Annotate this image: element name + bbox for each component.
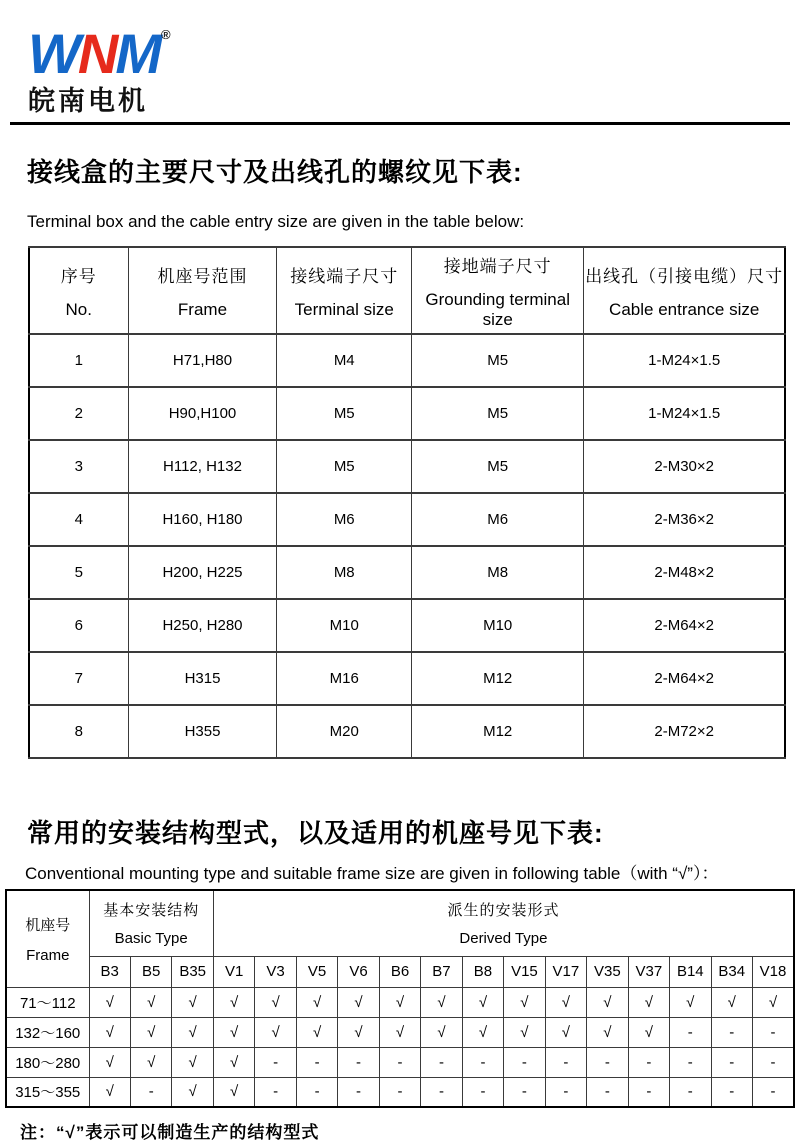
- frame-range-cell: 132～160: [6, 1017, 89, 1047]
- column-header-en: Frame: [177, 299, 228, 319]
- frame-range-cell: 315～355: [6, 1077, 89, 1107]
- check-mark-cell: √: [504, 987, 545, 1017]
- basic-type-group-cell: [89, 890, 213, 956]
- basic-type-cn: 基本安装结构: [103, 902, 200, 920]
- mounting-table-group-row: [6, 890, 794, 956]
- terminal-box-table-cell: H355: [128, 705, 277, 758]
- mounting-table-row: [6, 987, 794, 1017]
- check-mark-cell: √: [213, 987, 254, 1017]
- terminal-box-table-cell: H90,H100: [128, 387, 277, 440]
- mounting-type-column-header: B34: [711, 956, 752, 987]
- dash-cell: -: [379, 1047, 420, 1077]
- terminal-box-table-row: [29, 546, 785, 599]
- terminal-box-table-row: [29, 493, 785, 546]
- check-mark-cell: √: [421, 1017, 462, 1047]
- dash-cell: -: [462, 1047, 503, 1077]
- terminal-box-table-cell: M20: [277, 705, 412, 758]
- logo-letter-w: W: [28, 22, 78, 85]
- page-header: [0, 0, 800, 117]
- column-header-en: Terminal size: [294, 299, 394, 319]
- terminal-box-table-cell: H250, H280: [128, 599, 277, 652]
- terminal-box-table-cell: M4: [277, 334, 412, 387]
- check-mark-cell: √: [172, 1047, 213, 1077]
- check-mark-cell: √: [462, 1017, 503, 1047]
- check-mark-cell: √: [753, 987, 795, 1017]
- section-mounting-type: [0, 813, 800, 1143]
- column-header-cn: 接线端子尺寸: [290, 266, 399, 286]
- terminal-box-table-cell: 2: [29, 387, 128, 440]
- terminal-box-table-cell: 2-M72×2: [584, 705, 785, 758]
- terminal-box-table-cell: M10: [412, 599, 584, 652]
- check-mark-cell: √: [172, 987, 213, 1017]
- dash-cell: -: [753, 1077, 795, 1107]
- column-header-en: Grounding terminal size: [425, 289, 570, 329]
- section-terminal-box: [0, 152, 800, 759]
- terminal-box-table-cell: 4: [29, 493, 128, 546]
- check-mark-cell: √: [89, 1077, 130, 1107]
- check-mark-cell: √: [628, 1017, 669, 1047]
- check-mark-cell: √: [89, 987, 130, 1017]
- mounting-type-column-header: V37: [628, 956, 669, 987]
- terminal-box-table-cell: M5: [412, 334, 584, 387]
- dash-cell: -: [255, 1047, 296, 1077]
- column-header-cn: 接地端子尺寸: [443, 256, 552, 276]
- check-mark-cell: √: [587, 987, 628, 1017]
- check-mark-cell: √: [172, 1017, 213, 1047]
- mounting-type-column-header: B7: [421, 956, 462, 987]
- check-mark-cell: √: [130, 987, 171, 1017]
- check-mark-cell: √: [130, 1017, 171, 1047]
- mounting-type-column-header: V35: [587, 956, 628, 987]
- terminal-box-table-row: [29, 440, 785, 493]
- mounting-type-column-header: B35: [172, 956, 213, 987]
- dash-cell: -: [753, 1047, 795, 1077]
- terminal-box-table-cell: 2-M64×2: [584, 652, 785, 705]
- terminal-box-column-header: [29, 247, 128, 334]
- mounting-table-row: [6, 1077, 794, 1107]
- dash-cell: -: [670, 1077, 711, 1107]
- terminal-box-table-cell: 7: [29, 652, 128, 705]
- section2-title-cn: 常用的安装结构型式，以及适用的机座号见下表:: [27, 818, 604, 848]
- frame-header-cn: 机座号: [25, 916, 71, 934]
- dash-cell: -: [711, 1077, 752, 1107]
- check-mark-cell: √: [587, 1017, 628, 1047]
- mounting-type-column-header: B14: [670, 956, 711, 987]
- dash-cell: -: [462, 1077, 503, 1107]
- terminal-box-table-cell: M8: [412, 546, 584, 599]
- terminal-box-table-row: [29, 334, 785, 387]
- column-header-cn: 出线孔（引接电缆）尺寸: [585, 266, 784, 286]
- dash-cell: -: [711, 1017, 752, 1047]
- terminal-box-table-cell: M6: [412, 493, 584, 546]
- frame-header-en: Frame: [26, 946, 70, 964]
- terminal-box-table-cell: M16: [277, 652, 412, 705]
- dash-cell: -: [587, 1077, 628, 1107]
- section1-title-cn: 接线盒的主要尺寸及出线孔的螺纹见下表:: [27, 157, 523, 187]
- frame-header-cell: [6, 890, 89, 987]
- terminal-box-column-header: [128, 247, 277, 334]
- section2-title-en: Conventional mounting type and suitable frame size are given in following table（with “√”）：: [25, 864, 719, 883]
- wnm-logo: [28, 6, 171, 83]
- basic-type-en: Basic Type: [114, 930, 188, 948]
- dash-cell: -: [421, 1077, 462, 1107]
- terminal-box-table-cell: 8: [29, 705, 128, 758]
- mounting-type-column-header: V6: [338, 956, 379, 987]
- check-mark-cell: √: [172, 1077, 213, 1107]
- dash-cell: -: [587, 1047, 628, 1077]
- terminal-box-table-row: [29, 387, 785, 440]
- mounting-type-column-header: V5: [296, 956, 337, 987]
- mounting-type-column-header: V1: [213, 956, 254, 987]
- check-mark-cell: √: [711, 987, 752, 1017]
- header-divider: [10, 122, 790, 125]
- dash-cell: -: [628, 1047, 669, 1077]
- check-mark-cell: √: [213, 1077, 254, 1107]
- frame-range-cell: 71～112: [6, 987, 89, 1017]
- terminal-box-column-header: [412, 247, 584, 334]
- dash-cell: -: [670, 1017, 711, 1047]
- terminal-box-table-cell: M5: [277, 387, 412, 440]
- check-mark-cell: √: [379, 987, 420, 1017]
- mounting-type-column-header: V18: [753, 956, 795, 987]
- check-mark-cell: √: [255, 1017, 296, 1047]
- terminal-box-table-cell: H71,H80: [128, 334, 277, 387]
- section1-title-en: Terminal box and the cable entry size are given in the table below:: [27, 212, 525, 231]
- dash-cell: -: [296, 1047, 337, 1077]
- dash-cell: -: [545, 1077, 586, 1107]
- mounting-type-column-header: V15: [504, 956, 545, 987]
- terminal-box-table-cell: M10: [277, 599, 412, 652]
- check-mark-cell: √: [213, 1017, 254, 1047]
- terminal-box-table-cell: 2-M48×2: [584, 546, 785, 599]
- column-header-cn: 序号: [60, 266, 97, 286]
- check-mark-cell: √: [504, 1017, 545, 1047]
- terminal-box-table-cell: 2-M64×2: [584, 599, 785, 652]
- terminal-box-table-cell: 2-M30×2: [584, 440, 785, 493]
- check-mark-cell: √: [545, 1017, 586, 1047]
- registered-trademark-icon: ®: [160, 27, 171, 42]
- dash-cell: -: [421, 1047, 462, 1077]
- terminal-box-table-cell: M5: [277, 440, 412, 493]
- check-mark-cell: √: [670, 987, 711, 1017]
- terminal-box-table-cell: H200, H225: [128, 546, 277, 599]
- check-mark-cell: √: [89, 1047, 130, 1077]
- terminal-box-table-cell: H315: [128, 652, 277, 705]
- terminal-box-table-cell: 1-M24×1.5: [584, 334, 785, 387]
- check-mark-cell: √: [213, 1047, 254, 1077]
- mounting-table-column-row: [6, 956, 794, 987]
- terminal-box-table-cell: 5: [29, 546, 128, 599]
- mounting-type-column-header: V17: [545, 956, 586, 987]
- dash-cell: -: [753, 1017, 795, 1047]
- dash-cell: -: [338, 1047, 379, 1077]
- mounting-table-row: [6, 1017, 794, 1047]
- dash-cell: -: [545, 1047, 586, 1077]
- logo-letter-n: N: [77, 22, 116, 85]
- terminal-box-table-cell: 1: [29, 334, 128, 387]
- terminal-box-column-header: [277, 247, 412, 334]
- column-header-en: No.: [65, 299, 92, 319]
- check-mark-cell: √: [628, 987, 669, 1017]
- dash-cell: -: [130, 1077, 171, 1107]
- column-header-cn: 机座号范围: [157, 266, 248, 286]
- column-header-en: Cable entrance size: [609, 299, 760, 319]
- terminal-box-table-cell: 2-M36×2: [584, 493, 785, 546]
- check-mark-cell: √: [338, 1017, 379, 1047]
- dash-cell: -: [504, 1077, 545, 1107]
- terminal-box-table: [28, 246, 786, 759]
- terminal-box-table-cell: 6: [29, 599, 128, 652]
- check-mark-cell: √: [379, 1017, 420, 1047]
- check-mark-cell: √: [89, 1017, 130, 1047]
- terminal-box-table-header-row: [29, 247, 785, 334]
- terminal-box-table-cell: M5: [412, 440, 584, 493]
- company-name: 皖南电机: [28, 86, 148, 116]
- check-mark-cell: √: [462, 987, 503, 1017]
- terminal-box-table-cell: M5: [412, 387, 584, 440]
- terminal-box-table-cell: 3: [29, 440, 128, 493]
- dash-cell: -: [338, 1077, 379, 1107]
- footnote: 注：“√”表示可以制造生产的结构型式: [20, 1123, 320, 1142]
- terminal-box-table-row: [29, 705, 785, 758]
- terminal-box-table-cell: H112, H132: [128, 440, 277, 493]
- terminal-box-table-cell: M12: [412, 705, 584, 758]
- mounting-type-column-header: B6: [379, 956, 420, 987]
- terminal-box-table-cell: M8: [277, 546, 412, 599]
- terminal-box-table-row: [29, 599, 785, 652]
- dash-cell: -: [628, 1077, 669, 1107]
- derived-type-cn: 派生的安装形式: [447, 902, 560, 920]
- terminal-box-table-cell: H160, H180: [128, 493, 277, 546]
- terminal-box-table-cell: M12: [412, 652, 584, 705]
- derived-type-group-cell: [213, 890, 794, 956]
- mounting-type-column-header: B3: [89, 956, 130, 987]
- check-mark-cell: √: [130, 1047, 171, 1077]
- check-mark-cell: √: [255, 987, 296, 1017]
- terminal-box-column-header: [584, 247, 785, 334]
- dash-cell: -: [711, 1047, 752, 1077]
- mounting-type-column-header: B8: [462, 956, 503, 987]
- mounting-type-column-header: B5: [130, 956, 171, 987]
- check-mark-cell: √: [421, 987, 462, 1017]
- mounting-type-table: [5, 889, 795, 1108]
- dash-cell: -: [670, 1047, 711, 1077]
- check-mark-cell: √: [338, 987, 379, 1017]
- logo-letter-m: M: [115, 22, 159, 85]
- frame-range-cell: 180～280: [6, 1047, 89, 1077]
- mounting-type-column-header: V3: [255, 956, 296, 987]
- terminal-box-table-cell: M6: [277, 493, 412, 546]
- terminal-box-table-row: [29, 652, 785, 705]
- dash-cell: -: [255, 1077, 296, 1107]
- mounting-table-row: [6, 1047, 794, 1077]
- derived-type-en: Derived Type: [459, 930, 548, 948]
- dash-cell: -: [296, 1077, 337, 1107]
- check-mark-cell: √: [296, 1017, 337, 1047]
- check-mark-cell: √: [545, 987, 586, 1017]
- check-mark-cell: √: [296, 987, 337, 1017]
- dash-cell: -: [379, 1077, 420, 1107]
- dash-cell: -: [504, 1047, 545, 1077]
- terminal-box-table-cell: 1-M24×1.5: [584, 387, 785, 440]
